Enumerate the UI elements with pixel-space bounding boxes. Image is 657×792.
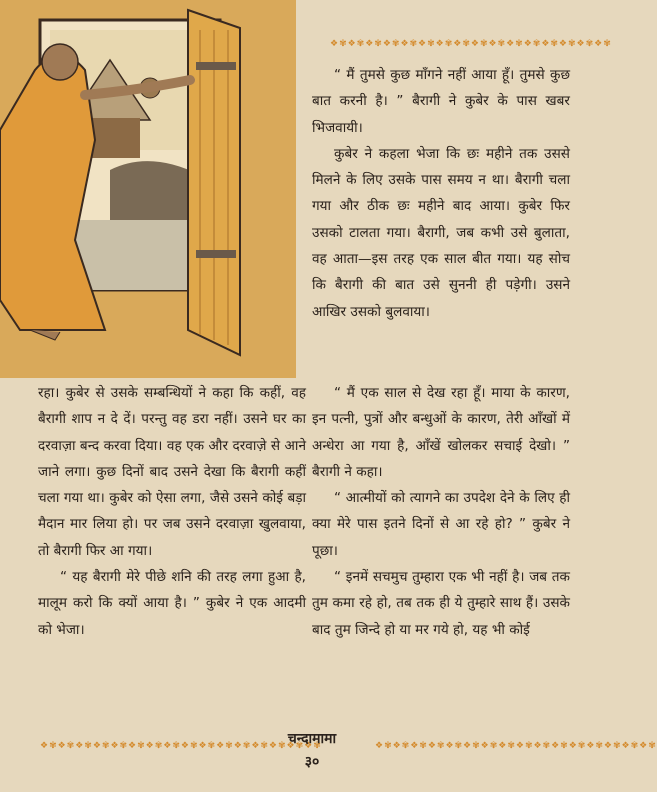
ornament-border-bottom-left: ❖✾❖✾❖✾❖✾❖✾❖✾❖✾❖✾❖✾❖✾❖✾❖✾❖✾❖✾❖✾❖✾ <box>40 741 322 751</box>
paragraph: रहा। कुबेर से उसके सम्बन्धियों ने कहा कि कहीं, वह बैरागी शाप न दे दें। परन्तु वह डरा नहीं। उसने घर का दरवाज़ा बन्द करवा दिया। वह एक और दरवाज़े से आने जाने लगा। कुछ दिनों बाद उसने देखा कि बैरागी कहीं चला गया था। कुबेर को ऐसा लगा, जैसे उसने कोई बड़ा मैदान मार लिया हो। पर जब उसने दरवाज़ा खुलवाया, तो बैरागी फिर आ गया। <box>38 385 306 559</box>
paragraph: कुबेर ने कहला भेजा कि छः महीने तक उससे मिलने के लिए उसके पास समय न था। बैरागी चला गया और ठीक छः महीने बाद आया। कुबेर फिर उसको टालता गया। बैरागी, जब कभी उसे बुलाता, वह आता—इस तरह एक साल बीत गया। यह सोच कि बैरागी की बात उसे सुननी ही पड़ेगी। उसने आखिर उसको बुलवाया। <box>312 145 570 320</box>
paragraph: “ यह बैरागी मेरे पीछे शनि की तरह लगा हुआ है, मालूम करो कि क्यों आया है। ” कुबेर ने एक आदमी को भेजा। <box>38 569 306 638</box>
ornament-border-top: ❖✾❖✾❖✾❖✾❖✾❖✾❖✾❖✾❖✾❖✾❖✾❖✾❖✾❖✾❖✾❖✾ <box>330 39 612 49</box>
text-column-right-top <box>312 62 570 325</box>
text-column-right-bottom <box>312 380 570 643</box>
paragraph: “ मैं एक साल से देख रहा हूँ। माया के कारण, इन पत्नी, पुत्रों और बन्धुओं के कारण, तेरी आँखों में अन्धेरा आ गया है, आँखें खोलकर सचाई देखो। ” बैरागी ने कहा। <box>312 385 570 480</box>
text-column-left-bottom <box>38 380 306 643</box>
story-illustration <box>0 0 296 378</box>
ornament-border-bottom-right: ❖✾❖✾❖✾❖✾❖✾❖✾❖✾❖✾❖✾❖✾❖✾❖✾❖✾❖✾❖✾❖✾ <box>375 741 657 751</box>
page-number: ३० <box>304 754 320 770</box>
paragraph: “ इनमें सचमुच तुम्हारा एक भी नहीं है। जब तक तुम कमा रहे हो, तब तक ही ये तुम्हारे साथ हैं। उसके बाद तुम जिन्दे हो या मर गये हो, यह भी कोई <box>312 569 570 638</box>
door-scene-image <box>0 0 296 378</box>
magazine-title: चन्दामामा <box>287 731 337 747</box>
paragraph: “ मैं तुमसे कुछ माँगने नहीं आया हूँ। तुमसे कुछ बात करनी है। ” बैरागी ने कुबेर के पास खबर भिजवायी। <box>312 67 570 136</box>
paragraph: “ आत्मीयों को त्यागने का उपदेश देने के लिए ही क्या मेरे पास इतने दिनों से आ रहे हो? ” कुबेर ने पूछा। <box>312 490 570 559</box>
